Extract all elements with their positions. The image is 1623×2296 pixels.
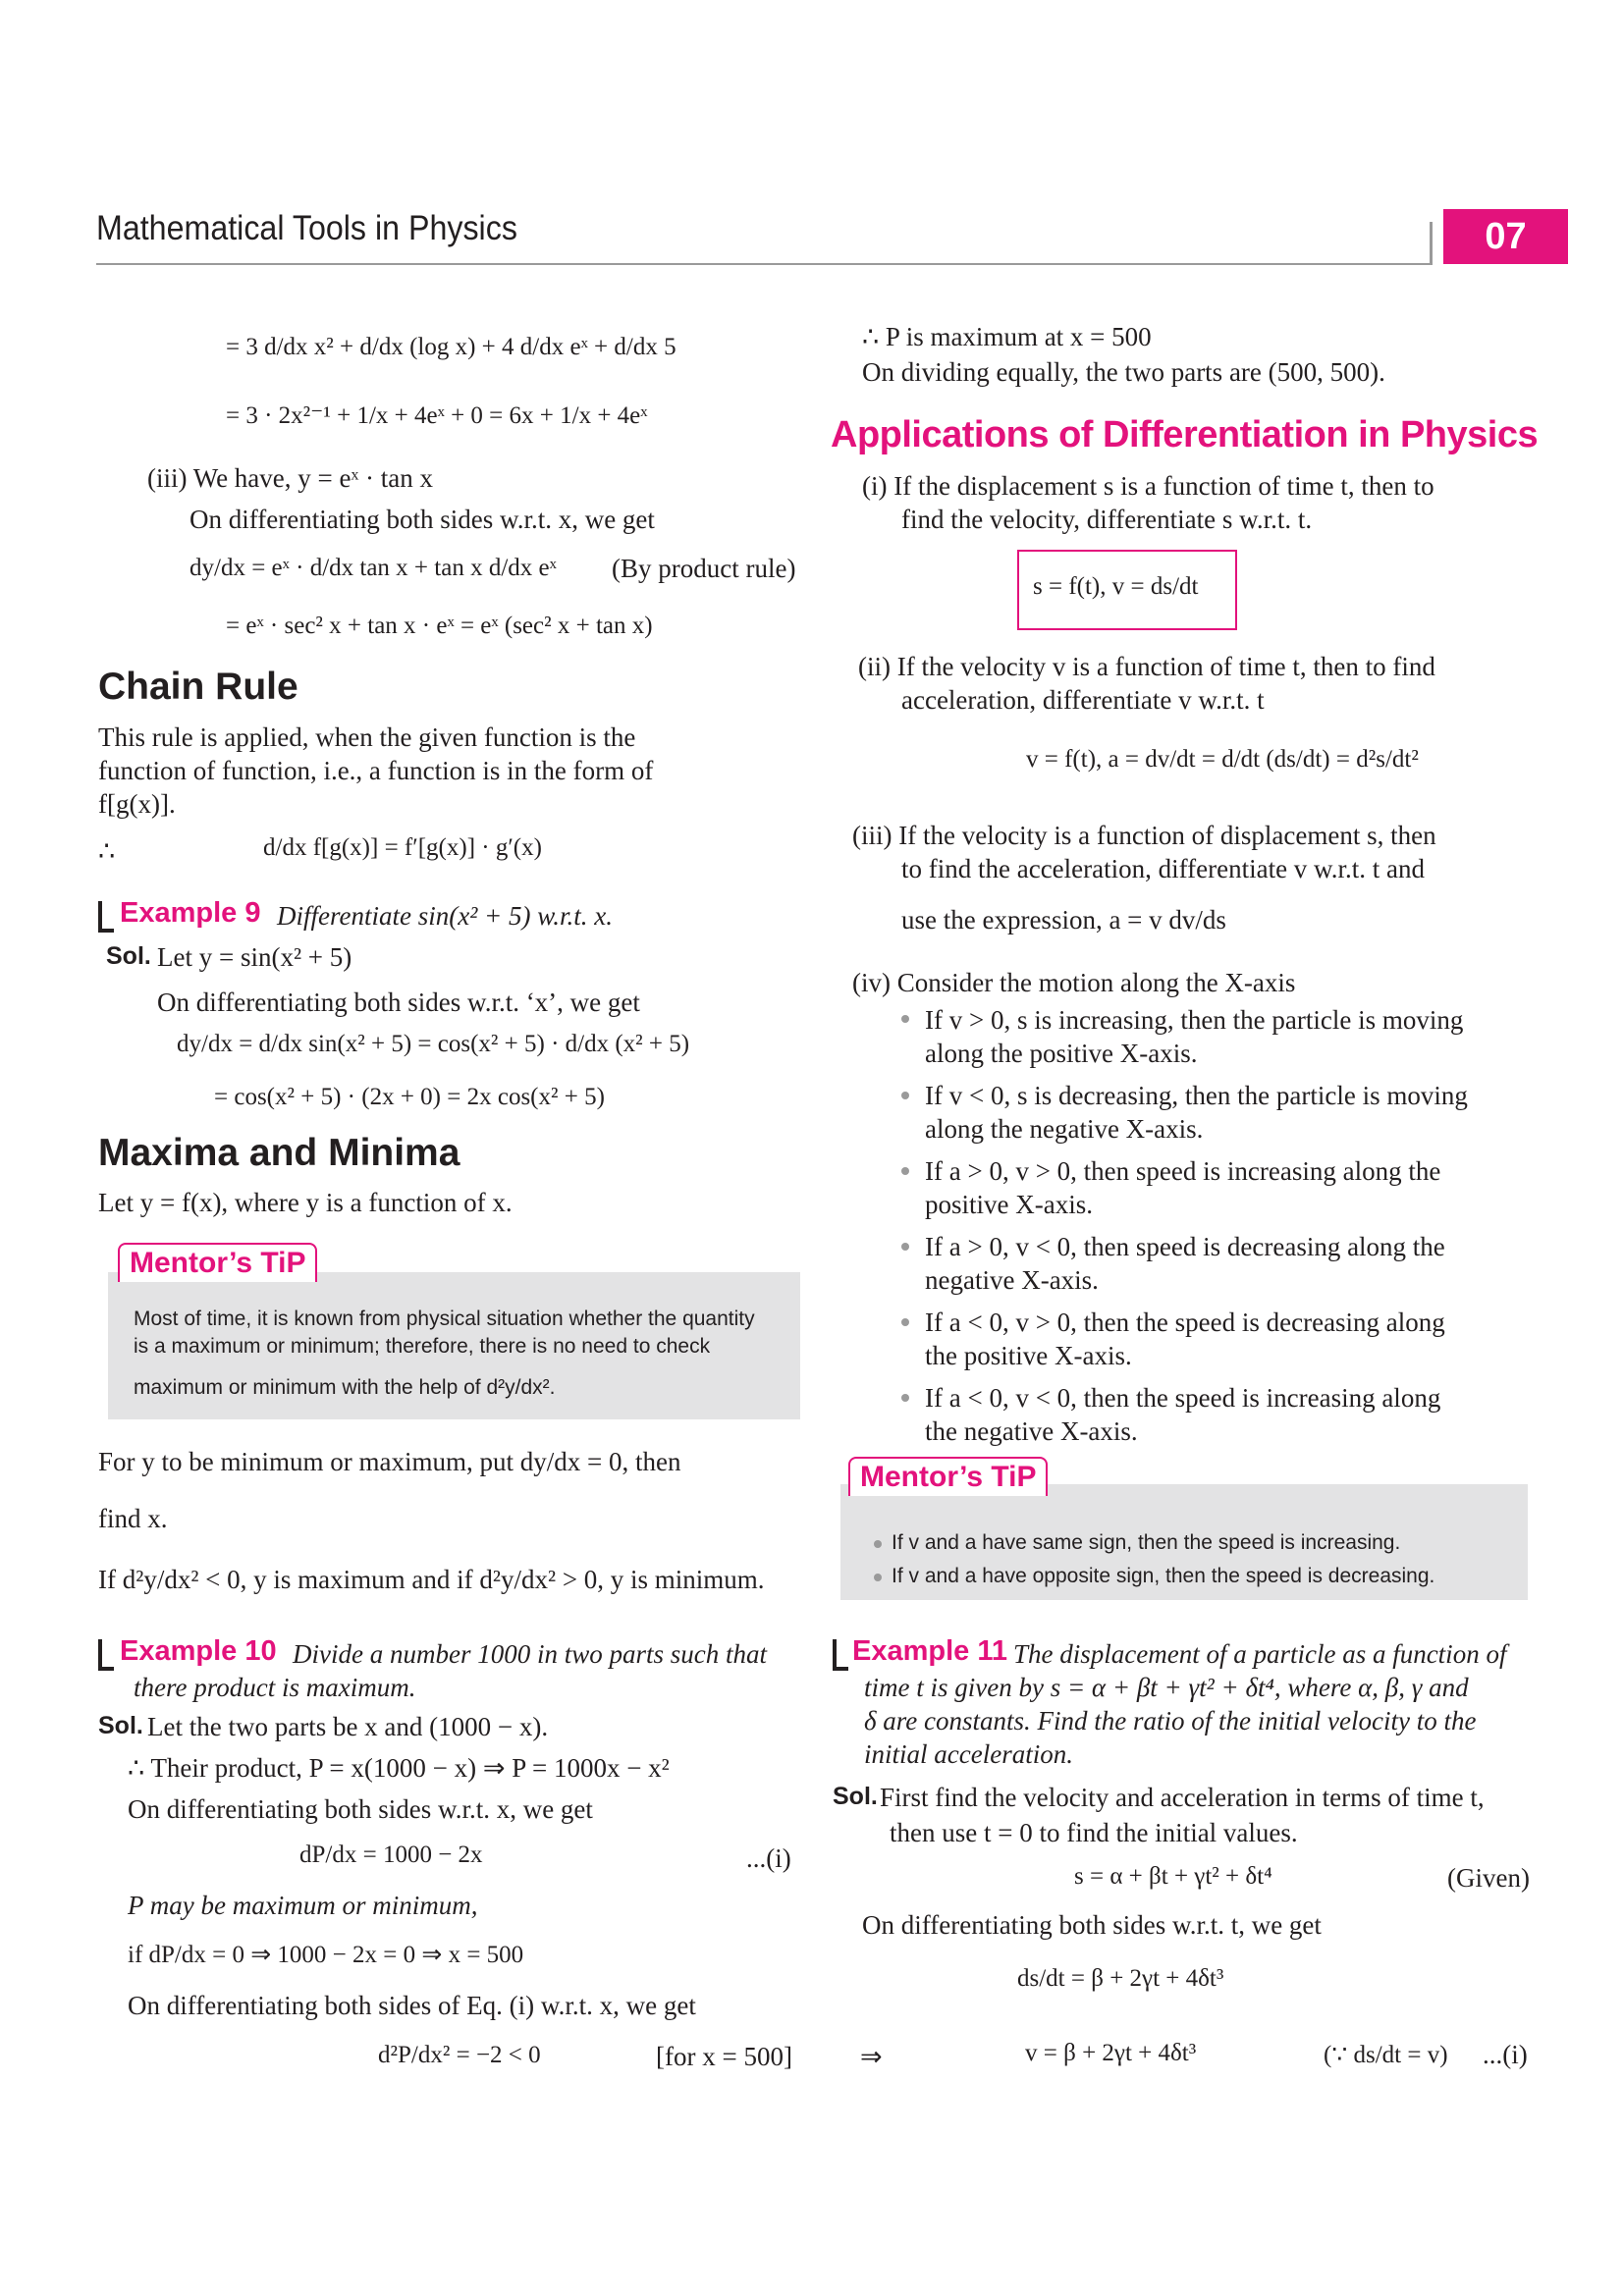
example-question: initial acceleration. [864,1739,1073,1769]
equation-line: v = β + 2γt + 4δt³ [1025,2040,1197,2066]
example-question: The displacement of a particle as a function of [1013,1639,1507,1669]
equation-note: (By product rule) [612,554,796,583]
solution-line: Let the two parts be x and (1000 − x). [147,1712,549,1741]
solution-label: Sol. [98,1712,143,1739]
solution-line: On differentiating both sides w.r.t. x, we get [128,1794,593,1824]
example-marker-foot [833,1667,848,1671]
solution-line: First find the velocity and acceleration in terms of time t, [880,1783,1485,1812]
tip-text-line: Most of time, it is known from physical situation whether the quantity [134,1308,755,1330]
running-header-title: Mathematical Tools in Physics [96,209,517,247]
equation-note: (Given) [1447,1863,1530,1893]
list-item-line: find the velocity, differentiate s w.r.t. t. [901,505,1313,534]
equation-tag: ...(i) [746,1843,791,1873]
paragraph-line: If d²y/dx² < 0, y is maximum and if d²y/dx² > 0, y is minimum. [98,1565,765,1594]
solution-line: On differentiating both sides of Eq. (i) w.r.t. x, we get [128,1991,696,2020]
section-heading: Maxima and Minima [98,1132,460,1174]
bullet-line: If a < 0, v > 0, then the speed is decreasing along [925,1308,1445,1337]
solution-line: then use t = 0 to find the initial values. [890,1818,1298,1847]
paragraph-line: f[g(x)]. [98,789,176,819]
equation-line: dP/dx = 1000 − 2x [299,1842,483,1868]
tip-text-line: is a maximum or minimum; therefore, there is no need to check [134,1335,711,1358]
chain-rule-formula: d/dx f[g(x)] = f′[g(x)] · g′(x) [263,834,542,861]
text-line: (iii) We have, y = eˣ · tan x [147,463,434,493]
bullet-line: If v > 0, s is increasing, then the particle is moving [925,1005,1464,1035]
bullet-line: If a < 0, v < 0, then the speed is increasing along [925,1383,1441,1413]
bullet-line: the negative X-axis. [925,1416,1138,1446]
equation-line: if dP/dx = 0 ⇒ 1000 − 2x = 0 ⇒ x = 500 [128,1942,524,1968]
mentor-tip-tag: Mentor’s TiP [848,1457,1048,1496]
bullet-dot [901,1092,909,1099]
paragraph-line: find x. [98,1504,168,1533]
bullet-dot [874,1540,882,1548]
header-rule [96,263,1432,265]
solution-line: On differentiating both sides w.r.t. ‘x’, we get [157,988,640,1017]
text-line: On differentiating both sides w.r.t. x, we get [189,505,655,534]
list-item-line: to find the acceleration, differentiate v w.r.t. t and [901,854,1426,883]
example-label: Example 9 [120,897,261,929]
bullet-line: along the negative X-axis. [925,1114,1204,1144]
therefore-symbol: ∴ [98,836,116,866]
text-line: ∴ P is maximum at x = 500 [862,322,1152,351]
solution-label: Sol. [833,1783,878,1810]
header-divider [1430,222,1433,265]
tip-text-line: maximum or minimum with the help of d²y/dx². [134,1376,556,1399]
boxed-formula: s = f(t), v = ds/dt [1033,573,1199,600]
equation-note: [for x = 500] [656,2042,792,2071]
equation-line: = 3 d/dx x² + d/dx (log x) + 4 d/dx eˣ + d/dx 5 [226,334,676,360]
bullet-line: along the positive X-axis. [925,1039,1198,1068]
equation-line: s = α + βt + γt² + δt⁴ [1074,1863,1272,1890]
text-line: On dividing equally, the two parts are (500, 500). [862,357,1385,387]
section-heading: Applications of Differentiation in Physics [831,414,1539,455]
list-item-line: acceleration, differentiate v w.r.t. t [901,685,1265,715]
tip-bullet-text: If v and a have opposite sign, then the speed is decreasing. [892,1565,1435,1587]
implies-symbol: ⇒ [860,2042,883,2071]
page-number-badge: 07 [1443,209,1568,264]
example-question: Differentiate sin(x² + 5) w.r.t. x. [277,901,614,931]
bullet-dot [901,1394,909,1402]
equation-line: = cos(x² + 5) · (2x + 0) = 2x cos(x² + 5) [214,1084,605,1110]
solution-line: Let y = sin(x² + 5) [157,942,352,972]
bullet-dot [874,1574,882,1581]
solution-line: P may be maximum or minimum, [128,1891,478,1920]
bullet-line: the positive X-axis. [925,1341,1132,1370]
example-question: time t is given by s = α + βt + γt² + δt⁴, where α, β, γ and [864,1673,1469,1702]
example-label: Example 10 [120,1635,277,1667]
example-marker-foot [98,929,114,933]
equation-line: dy/dx = d/dx sin(x² + 5) = cos(x² + 5) · d/dx (x² + 5) [177,1031,690,1057]
equation-line: v = f(t), a = dv/dt = d/dt (ds/dt) = d²s/dt² [1026,746,1419,773]
solution-label: Sol. [106,942,151,970]
bullet-dot [901,1318,909,1326]
solution-line: ∴ Their product, P = x(1000 − x) ⇒ P = 1000x − x² [128,1753,670,1783]
list-item-line: (i) If the displacement s is a function of time t, then to [862,471,1434,501]
list-item-line: (iv) Consider the motion along the X-axis [852,968,1296,997]
example-marker-foot [98,1667,114,1671]
bullet-line: If v < 0, s is decreasing, then the particle is moving [925,1081,1468,1110]
bullet-dot [901,1243,909,1251]
bullet-line: If a > 0, v < 0, then speed is decreasing along the [925,1232,1445,1261]
equation-note: (∵ ds/dt = v) [1324,2042,1448,2068]
solution-line: On differentiating both sides w.r.t. t, we get [862,1910,1322,1940]
equation-line: ds/dt = β + 2γt + 4δt³ [1017,1965,1224,1992]
tip-bullet-text: If v and a have same sign, then the speed is increasing. [892,1531,1401,1554]
bullet-dot [901,1167,909,1175]
paragraph-line: function of function, i.e., a function is in the form of [98,756,654,785]
bullet-line: positive X-axis. [925,1190,1093,1219]
bullet-line: If a > 0, v > 0, then speed is increasing along the [925,1156,1441,1186]
equation-line: = eˣ · sec² x + tan x · eˣ = eˣ (sec² x + tan x) [226,613,653,639]
equation-line: d²P/dx² = −2 < 0 [378,2042,541,2068]
section-heading: Chain Rule [98,666,298,708]
list-item-line: (iii) If the velocity is a function of displacement s, then [852,821,1436,850]
equation-line: = 3 · 2x²⁻¹ + 1/x + 4eˣ + 0 = 6x + 1/x + 4eˣ [226,402,648,429]
example-question: there product is maximum. [134,1673,416,1702]
example-question: δ are constants. Find the ratio of the initial velocity to the [864,1706,1477,1735]
example-label: Example 11 [852,1635,1007,1667]
bullet-dot [901,1015,909,1023]
example-question: Divide a number 1000 in two parts such that [293,1639,767,1669]
equation-tag: ...(i) [1483,2040,1528,2069]
equation-line: dy/dx = eˣ · d/dx tan x + tan x d/dx eˣ [189,555,557,581]
list-item-line: (ii) If the velocity v is a function of time t, then to find [858,652,1435,681]
list-item-line: use the expression, a = v dv/ds [901,905,1226,934]
mentor-tip-tag: Mentor’s TiP [118,1243,317,1282]
paragraph-line: Let y = f(x), where y is a function of x. [98,1188,513,1217]
bullet-line: negative X-axis. [925,1265,1099,1295]
paragraph-line: For y to be minimum or maximum, put dy/dx = 0, then [98,1447,681,1476]
paragraph-line: This rule is applied, when the given function is the [98,722,636,752]
